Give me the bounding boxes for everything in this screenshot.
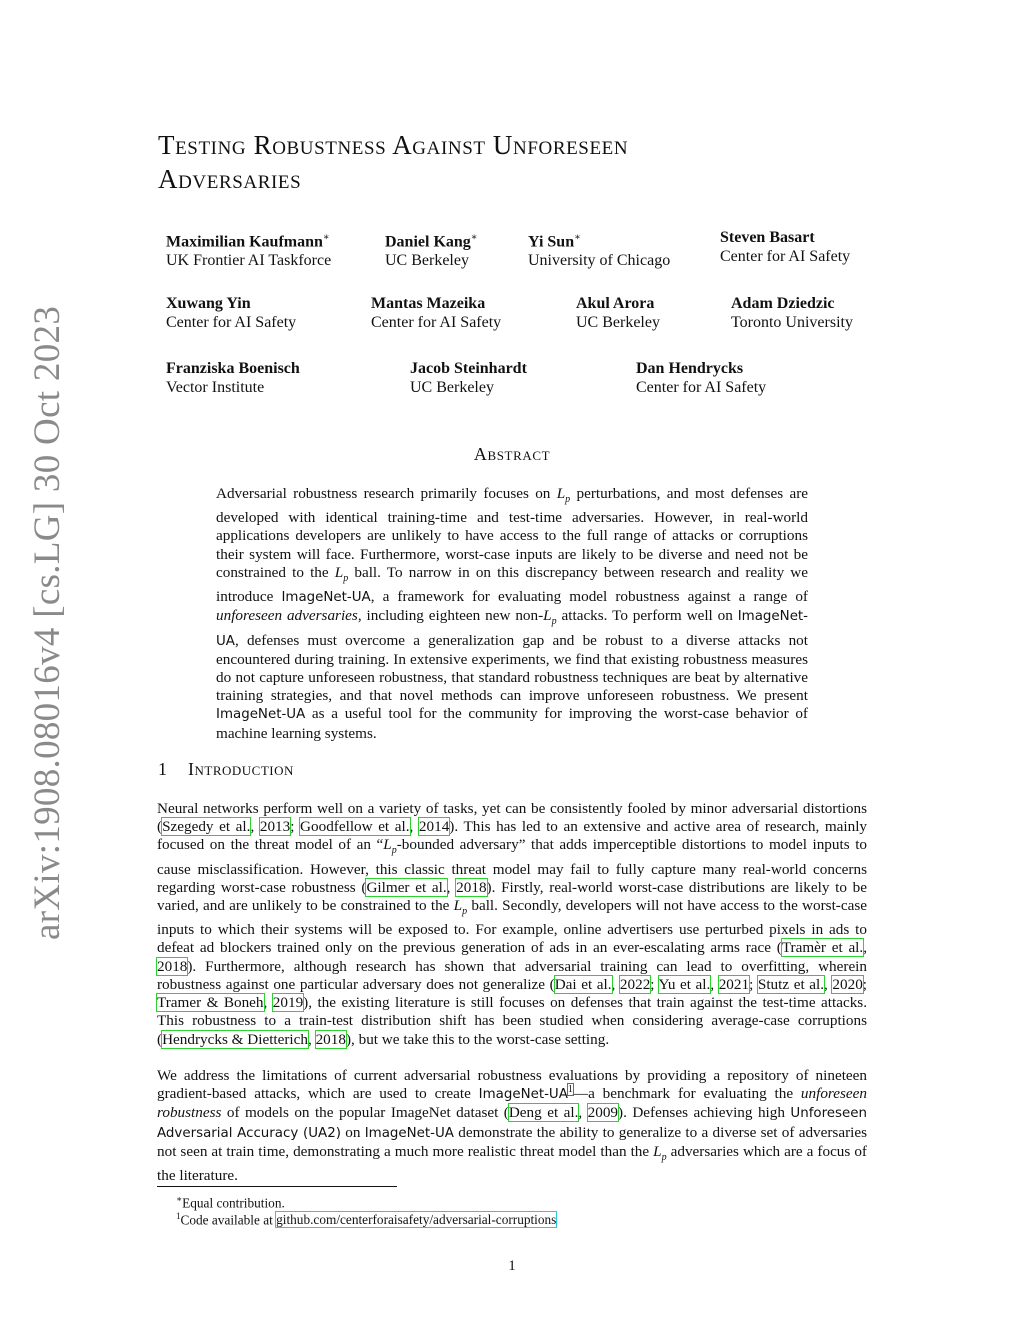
citation-link[interactable]: Gilmer et al. — [366, 878, 447, 896]
author-mark: ∗ — [322, 232, 330, 243]
author-affiliation: UC Berkeley — [410, 379, 494, 396]
author-affiliation: Toronto University — [731, 314, 853, 331]
citation-link[interactable]: Goodfellow et al. — [300, 818, 410, 836]
abstract-text: Adversarial robustness research primarily focuses on — [216, 485, 557, 502]
citation-link[interactable]: 2009 — [587, 1104, 619, 1122]
author-block — [166, 228, 331, 270]
abstract-heading: Abstract — [473, 444, 551, 464]
author-affiliation: Center for AI Safety — [371, 314, 502, 331]
footnote-divider — [157, 1186, 397, 1187]
author-block — [410, 359, 527, 397]
citation-link[interactable]: Tramèr et al. — [781, 939, 864, 957]
author-name: Akul Arora — [576, 295, 655, 312]
citation-link[interactable]: Stutz et al. — [757, 975, 825, 993]
emphasis: unforeseen adversaries — [216, 607, 358, 625]
lp-norm-symbol: $L_p$ — [653, 1142, 667, 1163]
author-block — [385, 228, 478, 270]
abstract-text: ball. To narrow in on this discrepancy between research and reality we introduce — [216, 563, 809, 606]
author-mark: ∗ — [574, 232, 581, 243]
author-name: Jacob Steinhardt — [410, 360, 527, 377]
citation-link[interactable]: 2020 — [832, 975, 863, 993]
citation-link[interactable]: Deng et al. — [508, 1104, 579, 1122]
author-block — [166, 359, 300, 397]
lp-norm-symbol: $L_p$ — [543, 607, 557, 628]
author-name: Daniel Kang — [385, 233, 471, 251]
author-affiliation: Center for AI Safety — [166, 314, 297, 331]
citation-link[interactable]: Tramer & Boneh — [157, 994, 264, 1012]
author-name: Steven Basart — [720, 229, 815, 246]
citation-link[interactable]: 2022 — [619, 975, 651, 993]
paper-title-line-1: Testing Robustness Against Unforeseen — [158, 130, 629, 160]
abstract-text: , defenses must overcome a generalization gap and be robust to a diverse attacks not encountered during training. In extensive experiments, we find that existing robustness measures do not capture unforeseen robustness, that standard robustness techniques are beat by alternative training strategies, and that novel methods can improve unforeseen robustness. We present — [216, 631, 808, 705]
code-repository-link[interactable]: github.com/centerforaisafety/adversarial-corruptions — [276, 1212, 557, 1228]
author-block — [166, 294, 296, 332]
author-affiliation: Center for AI Safety — [636, 379, 767, 396]
page-number: 1 — [508, 1258, 516, 1274]
benchmark-name: ImageNet-UA — [216, 707, 306, 723]
author-name: Yi Sun — [528, 233, 575, 251]
citation-link[interactable]: 2018 — [315, 1030, 346, 1048]
footnote-mark: ∗ — [176, 1194, 183, 1204]
abstract-text: , a framework for evaluating model robustness against a range of — [370, 588, 808, 606]
citation-link[interactable]: Dai et al. — [554, 975, 612, 993]
author-block — [576, 294, 660, 332]
abstract-body — [216, 485, 808, 743]
section-title: Introduction — [188, 759, 294, 779]
footnote-code — [176, 1208, 556, 1228]
author-affiliation: UC Berkeley — [385, 252, 469, 270]
author-block — [636, 359, 766, 397]
citation-link[interactable]: 2018 — [157, 957, 188, 975]
intro-paragraph-1: Neural networks perform well on a variety of tasks, yet can be consistently fooled by minor adversarial distortions (Szegedy et al., 2013; Goodfellow et al., 2014). This has led to an extensive and active area of research, mainly focused on the threat model of an “$L_p$-bounded adversary” that adds imperceptible distortions to model inputs to cause misclassification. However, this classic threat model may fail to fully capture many real-world concerns regarding worst-case robustness (Gilmer et al., 2018). Firstly, real-world worst-case distributions are likely to be varied, and are unlikely to be constrained to the $L_p$ ball. Secondly, developers will not have access to the worst-case inputs to which their systems will be exposed to. For example, online advertisers use perturbed pixels in ads to defeat ad blockers trained only on the previous generation of ads in an ever-escalating arms race (Tramèr et al., 2018). Furthermore, although research has shown that adversarial training can lead to overfitting, wherein robustness against one particular adversary does not generalize (Dai et al., 2022; Yu et al., 2021; Stutz et al., 2020; Tramer & Boneh, 2019), the existing literature is still focuses on defenses that train against the test-time attacks. This robustness to a train-test distribution shift has been studied when considering average-case corruptions (Hendrycks & Dietterich, 2018), but we take this to the worst-case setting. — [157, 800, 868, 1048]
citation-link[interactable]: Hendrycks & Dietterich — [162, 1030, 308, 1048]
author-name: Maximilian Kaufmann — [166, 233, 323, 251]
section-heading-introduction — [158, 759, 294, 780]
abstract-text: , including eighteen new non- — [357, 607, 544, 625]
author-affiliation: University of Chicago — [528, 252, 671, 270]
author-affiliation: UK Frontier AI Taskforce — [166, 252, 332, 270]
author-name: Dan Hendrycks — [636, 360, 744, 377]
citation-link[interactable]: Yu et al. — [658, 975, 711, 993]
citation-link[interactable]: 2021 — [718, 975, 750, 993]
citation-link[interactable]: 2019 — [272, 994, 304, 1012]
arxiv-identifier: arXiv:1908.08016v4 [cs.LG] 30 Oct 2023 — [27, 305, 68, 940]
citation-link[interactable]: 2018 — [456, 878, 487, 896]
author-affiliation: UC Berkeley — [576, 314, 660, 331]
lp-norm-symbol: $L_p$ — [334, 563, 349, 584]
abstract-text: attacks. To perform well on — [556, 607, 738, 625]
author-name: Franziska Boenisch — [166, 360, 300, 377]
author-block — [720, 228, 850, 266]
benchmark-name: ImageNet-UA — [364, 1125, 454, 1141]
lp-norm-symbol: $L_p$ — [556, 485, 571, 506]
abstract-text: as a useful tool for the community for improving the worst-case behavior of machine learning systems. — [216, 705, 808, 742]
author-block — [731, 294, 853, 332]
author-block — [528, 228, 670, 270]
lp-norm-symbol: $L_p$ — [383, 836, 397, 857]
lp-norm-symbol: $L_p$ — [453, 897, 468, 918]
intro-paragraph-2: We address the limitations of current adversarial robustness evaluations by providing a repository of nineteen gradient-based attacks, which are used to create ImageNet-UA$^1$—a benchmark for evaluating the unforeseen robustness of models on the popular ImageNet dataset (Deng et al., 2009). Defenses achieving high Unforeseen Adversarial Accuracy (UA2) on ImageNet-UA demonstrate the ability to generalize to a diverse set of adversaries not seen at train time, demonstrating a much more realistic threat model than the $L_p$ adversaries which are a focus of the literature. — [157, 1067, 868, 1185]
author-name: Adam Dziedzic — [731, 295, 835, 312]
benchmark-name: ImageNet-UA — [216, 609, 809, 649]
paper-title — [158, 128, 858, 196]
footnote-text: Equal contribution. — [182, 1195, 285, 1211]
emphasis: unforeseen robustness — [157, 1085, 867, 1122]
author-affiliation: Vector Institute — [166, 379, 265, 396]
metric-name: Unforeseen Adversarial Accuracy (UA2) — [157, 1106, 867, 1141]
author-name: Mantas Mazeika — [371, 295, 486, 312]
author-mark: ∗ — [470, 232, 478, 243]
footnote-reference[interactable]: 1 — [567, 1084, 573, 1096]
paper-title-line-2: Adversaries — [158, 164, 302, 194]
author-affiliation: Center for AI Safety — [720, 248, 851, 265]
section-number: 1 — [158, 759, 168, 779]
abstract-text: perturbations, and most defenses are developed with identical training-time and test-time adversaries. However, in real-world applications developers are unlikely to have access to the full range of attacks or corruptions their system will face. Furthermore, worst-case inputs are likely to be diverse and need not be constrained to the — [216, 485, 808, 581]
footnote-mark: 1 — [176, 1211, 181, 1221]
citation-link[interactable]: 2014 — [418, 818, 450, 836]
footnote-text: Code available at — [180, 1212, 277, 1228]
author-block — [371, 294, 501, 332]
citation-link[interactable]: 2013 — [259, 818, 291, 836]
citation-link[interactable]: Szegedy et al. — [162, 818, 251, 836]
benchmark-name: ImageNet-UA — [478, 1087, 568, 1103]
author-name: Xuwang Yin — [166, 295, 251, 312]
benchmark-name: ImageNet-UA — [281, 590, 371, 606]
